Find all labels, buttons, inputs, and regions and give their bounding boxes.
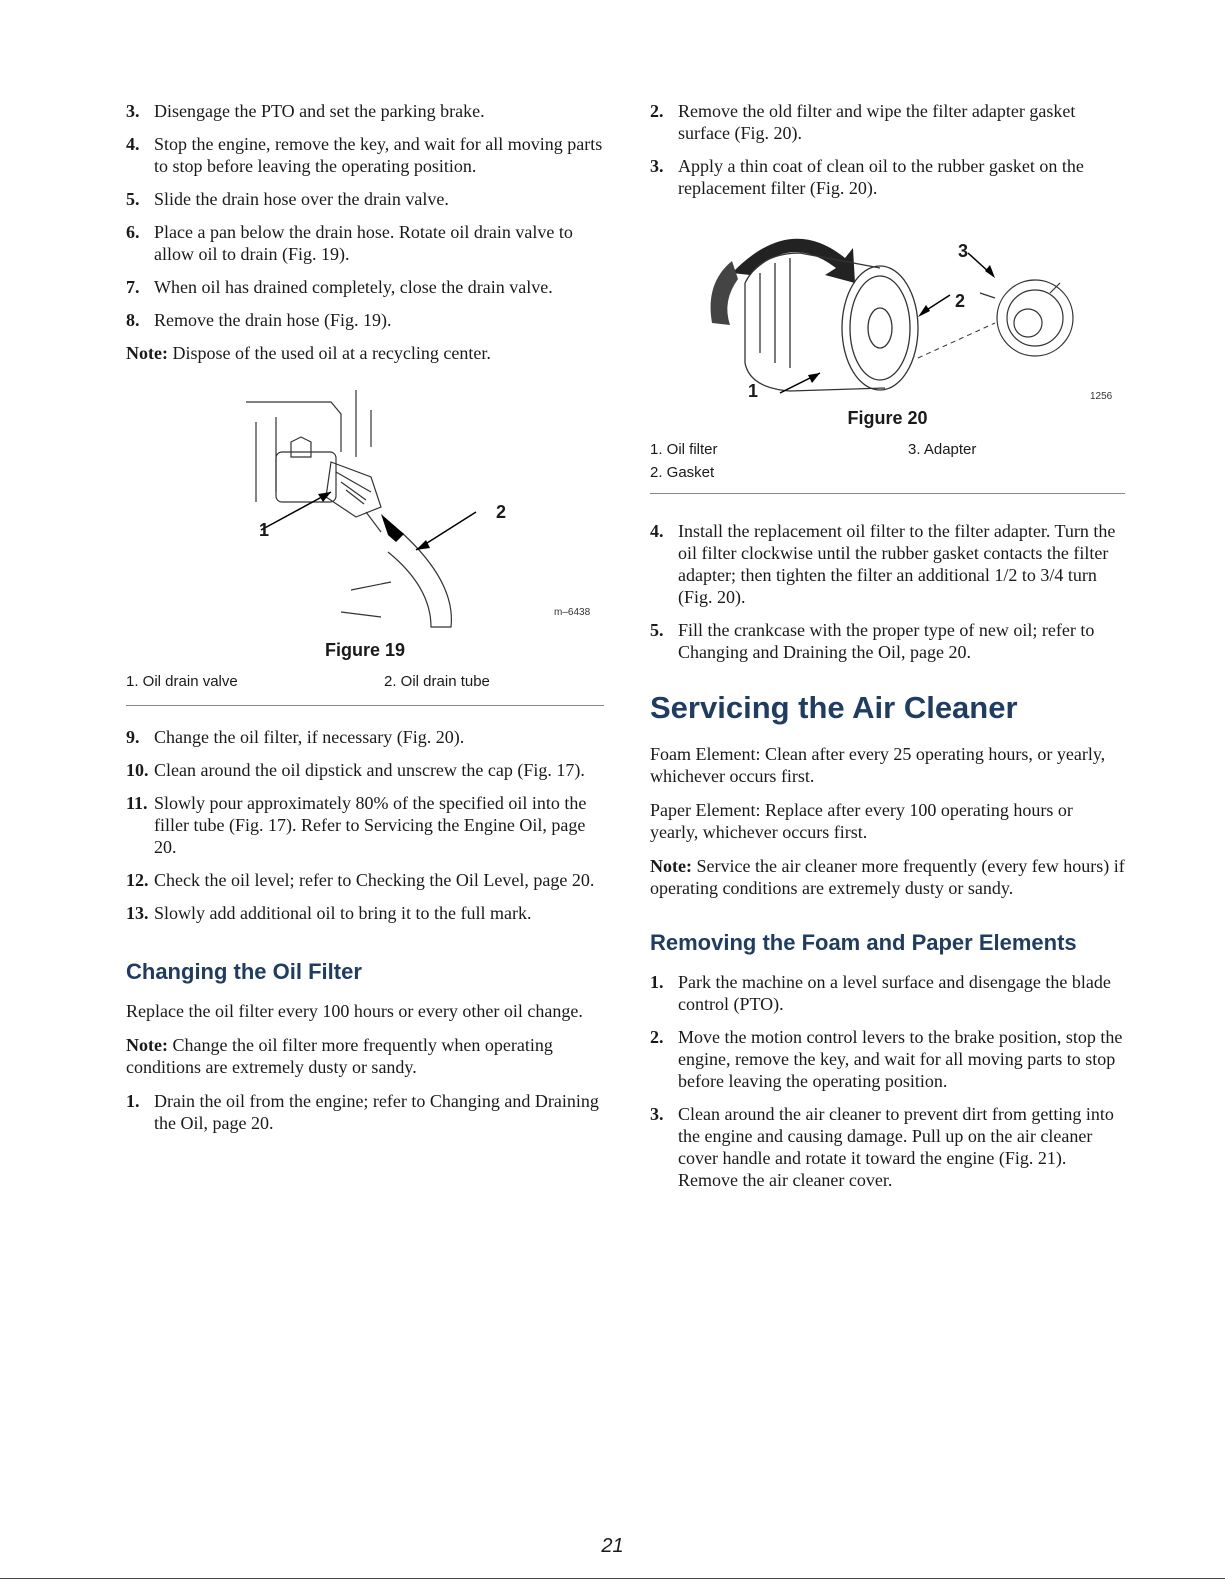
figure-20: [650, 213, 1125, 408]
step-number: 3.: [126, 101, 140, 121]
step-number: 9.: [126, 727, 140, 747]
body-paragraph: Foam Element: Clean after every 25 operating hours, or yearly, whichever occurs first.: [650, 744, 1106, 786]
step-item: [126, 902, 604, 924]
step-number: 2.: [650, 101, 664, 121]
oil-drain-illustration: [126, 382, 604, 644]
step-number: 1.: [650, 972, 664, 992]
step-text: Disengage the PTO and set the parking brake.: [154, 101, 485, 121]
callout-1: 1: [748, 381, 759, 401]
figure-legend: [650, 435, 1125, 494]
step-text: Move the motion control levers to the brake position, stop the engine, remove the key, and wait for all moving parts to stop before leaving the operating position.: [678, 1027, 1123, 1091]
step-item: [650, 520, 1125, 608]
note-text: Service the air cleaner more frequently (every few hours) if operating conditions are extremely dusty or sandy.: [650, 856, 1125, 898]
callout-1: 1: [259, 520, 270, 540]
note-label: Note:: [126, 1035, 168, 1055]
step-number: 10.: [126, 760, 149, 780]
step-text: Clean around the air cleaner to prevent dirt from getting into the engine and causing damage. Pull up on the air cleaner cover handle and rotate it toward the engine (Fig. 21). Remove the air cleaner cover.: [678, 1104, 1114, 1190]
step-item: [650, 619, 1125, 663]
step-item: [126, 188, 604, 210]
step-text: Check the oil level; refer to Checking the Oil Level, page 20.: [154, 870, 595, 890]
figure-id: 1256: [1090, 391, 1113, 402]
note-text: Dispose of the used oil at a recycling center.: [167, 343, 491, 363]
step-number: 11.: [126, 793, 148, 813]
step-number: 3.: [650, 1104, 664, 1124]
step-item: [126, 792, 604, 858]
step-text: Remove the drain hose (Fig. 19).: [154, 310, 392, 330]
step-item: [126, 100, 604, 122]
step-item: [650, 100, 1125, 144]
figure-caption: Figure 19: [324, 640, 406, 660]
step-number: 12.: [126, 870, 149, 890]
legend-item: 1. Oil filter: [650, 441, 718, 458]
step-text: Apply a thin coat of clean oil to the rubber gasket on the replacement filter (Fig. 20).: [678, 156, 1084, 198]
figure-id: m–6438: [554, 607, 591, 618]
right-column: [650, 100, 1125, 1202]
figure-legend: [126, 669, 604, 706]
step-number: 5.: [650, 620, 664, 640]
page-number: 21: [601, 1535, 624, 1557]
oil-filter-illustration: [650, 213, 1125, 408]
step-text: Drain the oil from the engine; refer to Changing and Draining the Oil, page 20.: [154, 1091, 599, 1133]
step-number: 6.: [126, 222, 140, 242]
legend-item: 2. Gasket: [650, 464, 715, 481]
step-number: 13.: [126, 903, 149, 923]
subsection-heading: Removing the Foam and Paper Elements: [650, 930, 1077, 955]
step-text: Place a pan below the drain hose. Rotate oil drain valve to allow oil to drain (Fig. 19).: [154, 222, 573, 264]
note-paragraph: [126, 1034, 604, 1078]
step-item: [126, 309, 604, 331]
note-paragraph: [126, 342, 604, 364]
step-text: Change the oil filter, if necessary (Fig. 20).: [154, 727, 465, 747]
step-number: 8.: [126, 310, 140, 330]
step-item: [126, 759, 604, 781]
step-item: [650, 1103, 1125, 1191]
step-text: Clean around the oil dipstick and unscrew the cap (Fig. 17).: [154, 760, 585, 780]
bottom-rule: [0, 1578, 1225, 1579]
step-number: 3.: [650, 156, 664, 176]
step-text: Install the replacement oil filter to the filter adapter. Turn the oil filter clockwise until the rubber gasket contacts the filter adapter; then tighten the filter an additional 1/2 to 3/4 turn (Fig. 20).: [678, 521, 1116, 607]
step-text: Slowly pour approximately 80% of the specified oil into the filler tube (Fig. 17). Refer to Servicing the Engine Oil, page 20.: [154, 793, 587, 857]
step-text: Slowly add additional oil to bring it to the full mark.: [154, 903, 532, 923]
section-heading: Changing the Oil Filter: [126, 959, 362, 984]
note-label: Note:: [650, 856, 692, 876]
step-item: [126, 869, 604, 891]
note-text: Change the oil filter more frequently when operating conditions are extremely dusty or sandy.: [126, 1035, 553, 1077]
figure-caption: Figure 20: [847, 408, 928, 428]
step-text: Fill the crankcase with the proper type of new oil; refer to Changing and Draining the Oil, page 20.: [678, 620, 1095, 662]
step-text: Stop the engine, remove the key, and wait for all moving parts to stop before leaving the operating position.: [154, 134, 603, 176]
section-heading: Servicing the Air Cleaner: [650, 690, 1018, 725]
note-paragraph: [650, 855, 1125, 899]
legend-item: 3. Adapter: [908, 441, 977, 458]
step-number: 5.: [126, 189, 140, 209]
step-number: 4.: [650, 521, 664, 541]
step-item: [650, 971, 1125, 1015]
left-column: [126, 100, 604, 1145]
figure-19: [126, 382, 604, 644]
step-text: Remove the old filter and wipe the filter adapter gasket surface (Fig. 20).: [678, 101, 1076, 143]
step-item: [126, 1090, 604, 1134]
callout-2: 2: [496, 502, 507, 522]
step-item: [126, 133, 604, 177]
step-number: 7.: [126, 277, 140, 297]
body-paragraph: Paper Element: Replace after every 100 operating hours or yearly, whichever occurs first.: [650, 800, 1073, 842]
callout-2: 2: [955, 291, 966, 311]
step-text: When oil has drained completely, close the drain valve.: [154, 277, 553, 297]
step-number: 2.: [650, 1027, 664, 1047]
step-item: [126, 276, 604, 298]
step-text: Slide the drain hose over the drain valve.: [154, 189, 449, 209]
legend-item: 1. Oil drain valve: [126, 673, 238, 690]
step-item: [126, 221, 604, 265]
step-item: [126, 726, 604, 748]
step-number: 1.: [126, 1091, 140, 1111]
step-item: [650, 1026, 1125, 1092]
callout-3: 3: [958, 241, 969, 261]
step-text: Park the machine on a level surface and disengage the blade control (PTO).: [678, 972, 1111, 1014]
body-paragraph: Replace the oil filter every 100 hours or every other oil change.: [126, 1001, 583, 1021]
note-label: Note:: [126, 343, 168, 363]
legend-item: 2. Oil drain tube: [384, 673, 490, 690]
step-item: [650, 155, 1125, 199]
step-number: 4.: [126, 134, 140, 154]
